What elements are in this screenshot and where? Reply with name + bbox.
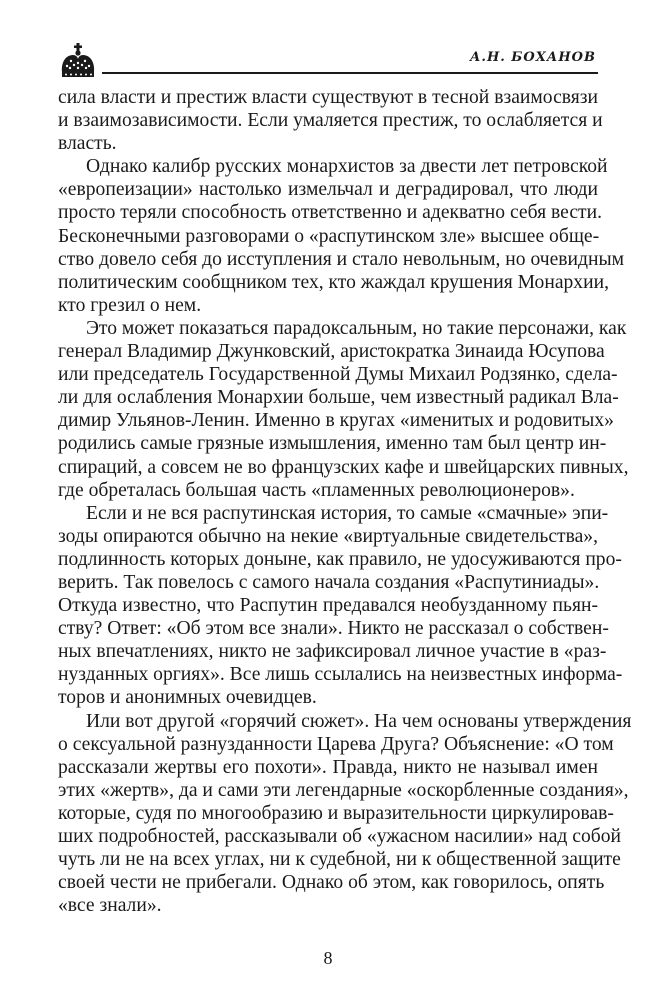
text-line: спираций, а совсем не во французских кафе и швейцарских пивных,	[58, 456, 629, 478]
text-line: «все знали».	[58, 895, 162, 917]
text-line: рассказали жертвы его похоти». Правда, никто не называл имен	[58, 756, 598, 778]
paragraph	[58, 155, 625, 317]
text-line: нузданных оргиях». Все лишь ссылались на неизвестных информа-	[58, 664, 623, 686]
text-line: этих «жертв», да и сами эти легендарные «оскорбленные создания»,	[58, 779, 629, 801]
text-line: кто грезил о нем.	[58, 294, 202, 316]
text-line: Или вот другой «горячий сюжет». На чем основаны утверждения	[86, 710, 632, 732]
text-line: Однако калибр русских монархистов за двести лет петровской	[86, 156, 608, 178]
text-line: Если и не вся распутинская история, то самые «смачные» эпи-	[86, 502, 609, 524]
text-line: родились самые грязные измышления, именно там был центр ин-	[58, 433, 607, 455]
text-line: ству? Ответ: «Об этом все знали». Никто не рассказал о собствен-	[58, 618, 609, 640]
text-line: которые, судя по многообразию и выразительности циркулировав-	[58, 802, 614, 824]
text-line: Откуда известно, что Распутин предавался необузданному пьян-	[58, 595, 598, 617]
text-line: димир Ульянов-Ленин. Именно в кругах «именитых и родовитых»	[58, 410, 614, 432]
text-line: или председатель Государственной Думы Михаил Родзянко, сдела-	[58, 364, 618, 386]
text-line: ных впечатлениях, никто не зафиксировал личное участие в «раз-	[58, 641, 607, 663]
text-line: где обреталась большая часть «пламенных революционеров».	[58, 479, 575, 501]
paragraph	[58, 710, 632, 918]
page-number: 8	[323, 948, 333, 968]
author-name: А.Н. БОХАНОВ	[469, 50, 596, 65]
text-line: о сексуальной разнузданности Царева Друга? Объяснение: «О том	[58, 733, 614, 755]
text-line: Бесконечными разговорами о «распутинском зле» высшее обще-	[58, 225, 600, 247]
text-line: зоды опираются обычно на некие «виртуальные свидетельства»,	[58, 525, 598, 547]
crown-icon	[58, 42, 98, 82]
text-line: сила власти и престиж власти существуют в тесной взаимосвязи	[58, 87, 598, 108]
text-line: политическим сообщником тех, кто жаждал крушения Монархии,	[58, 271, 609, 293]
text-line: ли для ослабления Монархии больше, чем известный радикал Вла-	[58, 387, 619, 409]
text-line: торов и анонимных очевидцев.	[58, 687, 317, 709]
text-line: и взаимозависимости. Если умаляется престиж, то ослабляется и	[58, 110, 603, 132]
text-line: ших подробностей, рассказывали об «ужасном насилии» над собой	[58, 826, 622, 847]
paragraph	[58, 502, 623, 710]
text-line: верить. Так повелось с самого начала создания «Распутиниады».	[58, 571, 600, 593]
text-line: подлинность которых доныне, как правило, не удосуживаются про-	[58, 548, 622, 570]
text-line: генерал Владимир Джунковский, аристократка Зинаида Юсупова	[58, 341, 605, 363]
text-line: своей чести не прибегали. Однако об этом, как говорилось, опять	[58, 872, 605, 894]
text-line: «европеизации» настолько измельчал и деградировал, что люди	[58, 179, 598, 201]
text-line: Это может показаться парадоксальным, но такие персонажи, как	[86, 317, 627, 339]
text-line: власть.	[58, 133, 117, 155]
text-line: чуть ли не на всех углах, ни к судебной, ни к общественной защите	[58, 849, 621, 871]
running-header	[58, 42, 598, 82]
text-line: просто теряли способность ответственно и адекватно себя вести.	[58, 202, 602, 224]
paragraph	[58, 317, 629, 502]
text-line: ство довело себя до исступления и стало невольным, но очевидным	[58, 248, 625, 270]
header-rule	[102, 72, 598, 74]
body-text	[58, 86, 632, 917]
paragraph	[58, 86, 603, 155]
